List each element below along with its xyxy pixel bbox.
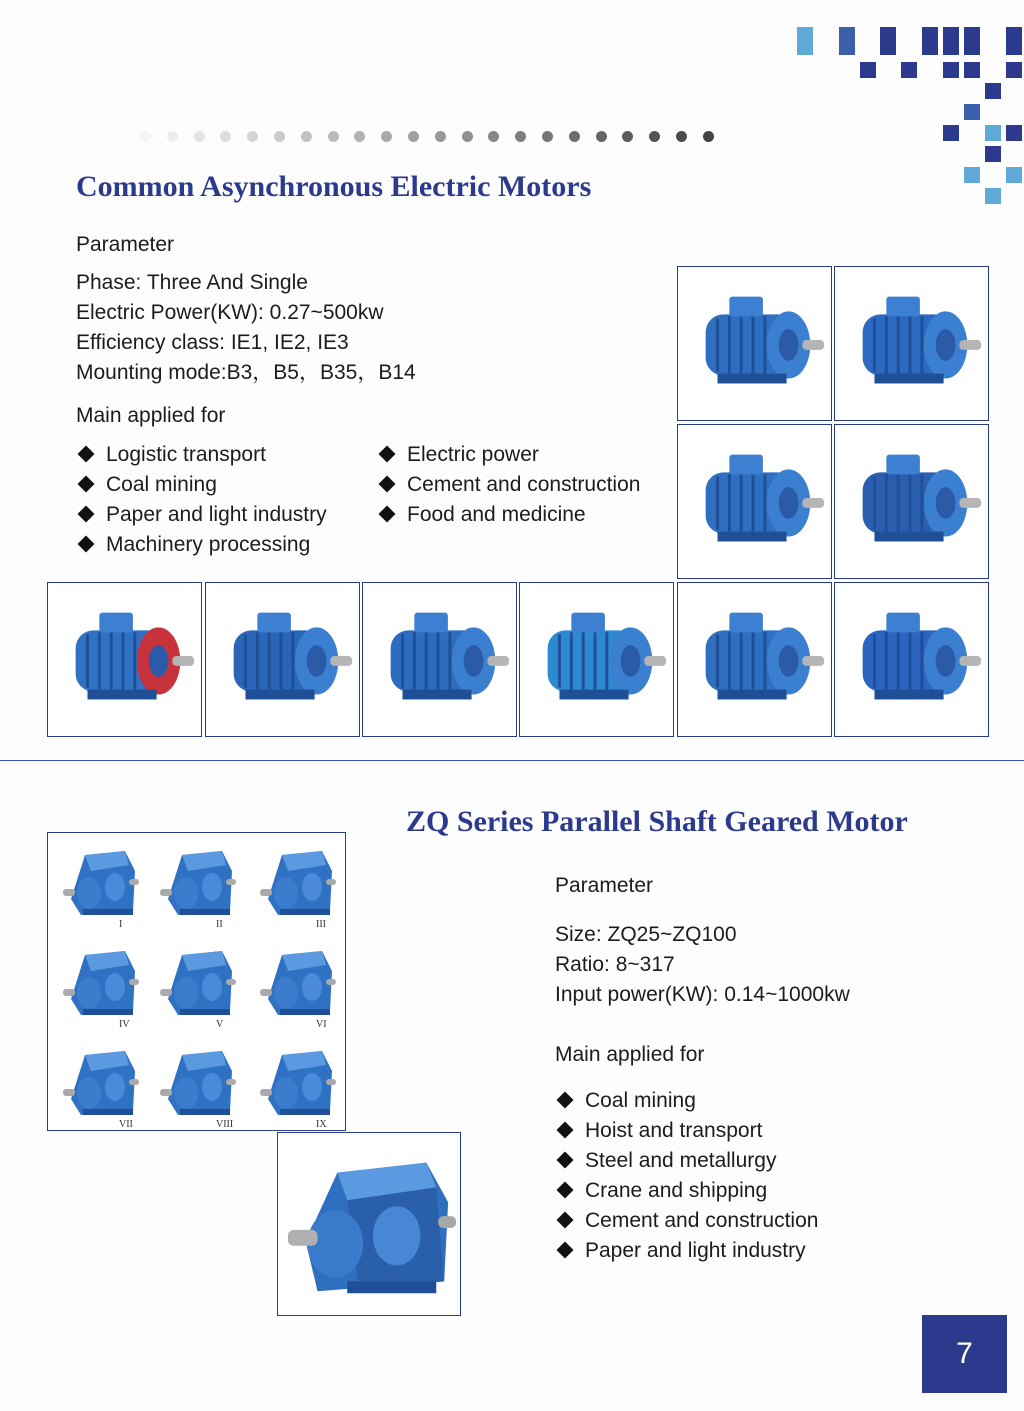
decorative-dot (328, 131, 339, 142)
variant-label: IX (316, 1119, 327, 1130)
diamond-bullet-icon (557, 1152, 574, 1169)
parameter-heading: Parameter (76, 233, 175, 256)
gear-reducer-variant (63, 1041, 143, 1123)
decorative-dot (676, 131, 687, 142)
list-item: Paper and light industry (555, 1236, 806, 1266)
diamond-bullet-icon (557, 1182, 574, 1199)
gear-reducer-variant (63, 841, 143, 923)
decorative-dot (301, 131, 312, 142)
decorative-dot (408, 131, 419, 142)
decorative-dot (220, 131, 231, 142)
parameter-line: Input power(KW): 0.14~1000kw (555, 983, 850, 1006)
gear-variant-grid (47, 832, 346, 1131)
gear-reducer-variant (160, 941, 240, 1023)
decorative-dot (596, 131, 607, 142)
motor-image (362, 582, 517, 737)
decorative-dot (381, 131, 392, 142)
parameter-line: Efficiency class: IE1, IE2, IE3 (76, 331, 349, 354)
section-title: Common Asynchronous Electric Motors (76, 170, 592, 203)
list-item: Cement and construction (555, 1206, 818, 1236)
diamond-bullet-icon (78, 506, 95, 523)
applied-heading: Main applied for (555, 1043, 705, 1066)
motor-image (834, 424, 989, 579)
diamond-bullet-icon (78, 476, 95, 493)
diamond-bullet-icon (379, 476, 396, 493)
decorative-dot (354, 131, 365, 142)
decorative-dot (274, 131, 285, 142)
list-item: Steel and metallurgy (555, 1146, 776, 1176)
diamond-bullet-icon (78, 446, 95, 463)
decorative-dot (515, 131, 526, 142)
decorative-dot (569, 131, 580, 142)
page-number: 7 (922, 1315, 1007, 1393)
decorative-dot (649, 131, 660, 142)
list-item: Machinery processing (76, 530, 310, 560)
motor-image (205, 582, 360, 737)
diamond-bullet-icon (557, 1212, 574, 1229)
diamond-bullet-icon (379, 506, 396, 523)
diamond-bullet-icon (557, 1242, 574, 1259)
decorative-dot (488, 131, 499, 142)
decorative-dot (167, 131, 178, 142)
decorative-dot (703, 131, 714, 142)
section-divider (0, 760, 1024, 761)
motor-image (47, 582, 202, 737)
gear-reducer-variant (160, 841, 240, 923)
list-item: Logistic transport (76, 440, 266, 470)
decorative-dot (462, 131, 473, 142)
gear-reducer-image (277, 1132, 461, 1316)
variant-label: IV (119, 1019, 130, 1030)
gear-reducer-variant (260, 941, 340, 1023)
decorative-dot (140, 131, 151, 142)
parameter-line: Electric Power(KW): 0.27~500kw (76, 301, 384, 324)
variant-label: I (119, 919, 123, 930)
decorative-dot (435, 131, 446, 142)
list-item: Hoist and transport (555, 1116, 762, 1146)
list-item: Coal mining (76, 470, 217, 500)
gear-reducer-variant (260, 841, 340, 923)
list-item: Paper and light industry (76, 500, 327, 530)
decorative-dot (194, 131, 205, 142)
list-item: Cement and construction (377, 470, 640, 500)
diamond-bullet-icon (557, 1122, 574, 1139)
gear-reducer-variant (160, 1041, 240, 1123)
applied-heading: Main applied for (76, 404, 226, 427)
motor-image (677, 424, 832, 579)
list-item: Coal mining (555, 1086, 696, 1116)
variant-label: III (316, 919, 326, 930)
list-item: Crane and shipping (555, 1176, 767, 1206)
diamond-bullet-icon (557, 1092, 574, 1109)
motor-image (677, 582, 832, 737)
list-item: Food and medicine (377, 500, 586, 530)
variant-label: VI (316, 1019, 327, 1030)
motor-image (834, 582, 989, 737)
decorative-dot (542, 131, 553, 142)
motor-image (519, 582, 674, 737)
parameter-line: Ratio: 8~317 (555, 953, 675, 976)
parameter-line: Size: ZQ25~ZQ100 (555, 923, 737, 946)
gear-reducer-variant (260, 1041, 340, 1123)
diamond-bullet-icon (78, 536, 95, 553)
variant-label: V (216, 1019, 224, 1030)
parameter-line: Phase: Three And Single (76, 271, 308, 294)
variant-label: VIII (216, 1119, 234, 1130)
parameter-line: Mounting mode:B3，B5，B35，B14 (76, 361, 416, 384)
parameter-heading: Parameter (555, 874, 654, 897)
motor-image (834, 266, 989, 421)
section-title: ZQ Series Parallel Shaft Geared Motor (406, 805, 908, 838)
decorative-dot (247, 131, 258, 142)
motor-image (677, 266, 832, 421)
list-item: Electric power (377, 440, 539, 470)
diamond-bullet-icon (379, 446, 396, 463)
decorative-dot (622, 131, 633, 142)
variant-label: VII (119, 1119, 133, 1130)
gear-reducer-variant (63, 941, 143, 1023)
variant-label: II (216, 919, 223, 930)
